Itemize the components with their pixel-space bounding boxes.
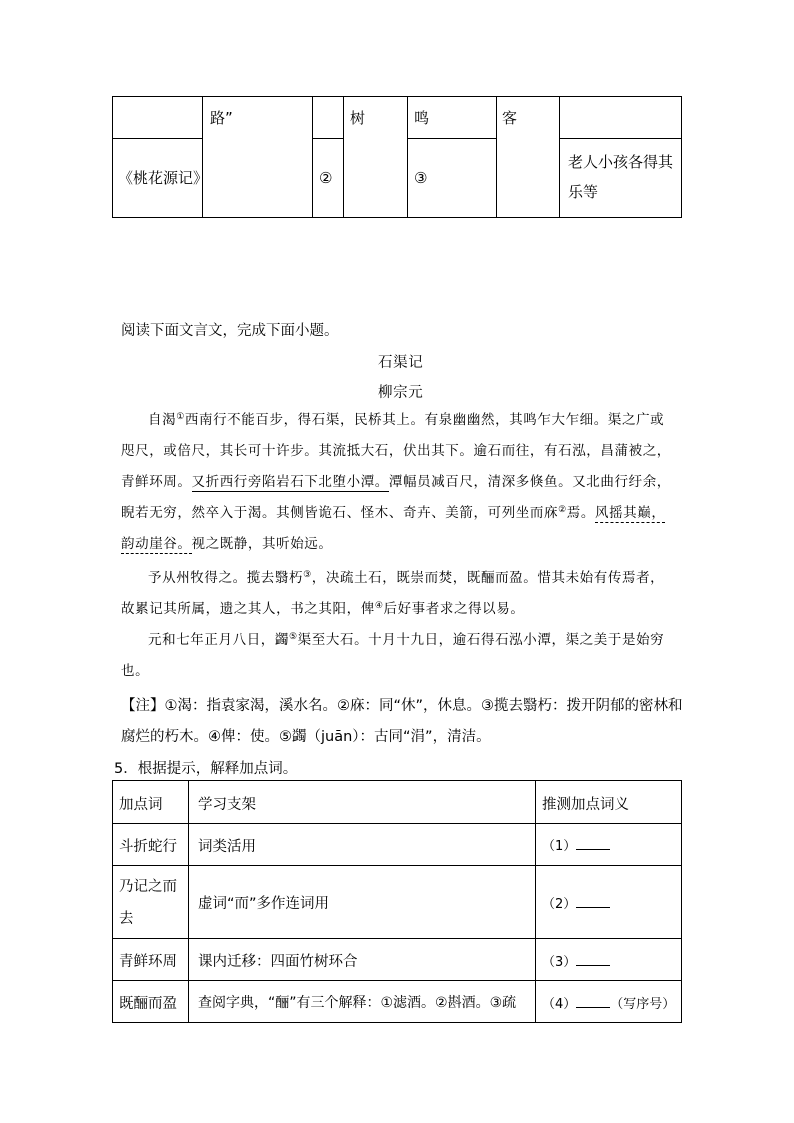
passage-author: 柳宗元	[378, 385, 424, 401]
note-marker-4: ④	[374, 601, 384, 611]
table-border	[112, 96, 682, 97]
cell-peach-blossom: 《桃花源记》	[118, 169, 209, 187]
row2-answer-label: （2）	[542, 897, 577, 912]
table-col-divider	[202, 96, 203, 218]
note-marker-1: ①	[176, 412, 185, 422]
cell-blank-3: ③	[414, 169, 428, 187]
cell-road-quote: 路”	[210, 109, 233, 127]
header-hint: 学习支架	[198, 797, 256, 813]
instruction: 阅读下面文言文，完成下面小题。	[121, 323, 339, 339]
table-row-divider	[112, 865, 682, 866]
answer-table	[112, 780, 682, 1023]
dashed-sentence: 风摇其巅，韵动崖谷。	[121, 505, 666, 552]
table-row-divider	[112, 138, 202, 139]
row2-word-line1: 乃记之而	[119, 879, 177, 895]
note-marker-2: ②	[558, 505, 567, 515]
row2-word-line2: 去	[119, 911, 134, 927]
answer-blank-1[interactable]	[576, 839, 610, 850]
table-border	[112, 1022, 682, 1023]
cell-elders-children-1: 老人小孩各得其	[568, 153, 674, 171]
note-marker-5: ⑤	[289, 632, 298, 642]
p3-text-a: 元和七年正月八日，蠲	[148, 632, 289, 648]
p2-text-c: 后好事者求之得以易。	[383, 601, 525, 617]
p2-text-a: 予从州牧得之。揽去翳朽	[148, 570, 304, 586]
row3-answer	[542, 951, 610, 970]
table-row-divider	[112, 938, 682, 939]
paragraph-2	[121, 563, 671, 625]
table-col-divider	[407, 96, 408, 218]
answer-blank-4[interactable]	[576, 997, 610, 1008]
table-row-divider	[407, 138, 496, 139]
table-col-divider	[188, 780, 189, 1023]
row1-hint: 词类活用	[198, 839, 256, 855]
row3-hint: 课内迁移：四面竹树环合	[198, 954, 358, 970]
paragraph-1	[121, 405, 671, 560]
row4-answer-suffix: （写序号）	[610, 997, 676, 1012]
note-marker-3: ③	[303, 570, 312, 580]
cell-guest: 客	[502, 109, 518, 127]
table-border	[681, 780, 682, 1023]
row1-answer	[542, 835, 610, 854]
cell-elders-children-2: 乐等	[568, 183, 599, 201]
row4-word: 既酾而盈	[119, 996, 177, 1012]
table-border	[112, 217, 682, 218]
row3-word: 青鲜环周	[119, 954, 177, 970]
underlined-sentence: 又折西行旁陷岩石下北堕小潭。	[191, 474, 389, 490]
table-col-divider	[343, 96, 344, 218]
cell-sound: 鸣	[414, 109, 430, 127]
row1-word: 斗折蛇行	[119, 839, 177, 855]
table-col-divider	[535, 780, 536, 1023]
cell-tree: 树	[350, 109, 366, 127]
answer-blank-3[interactable]	[576, 955, 610, 966]
table-border	[681, 96, 682, 218]
p3-text-b: 渠至大石。十月十九日，逾石得石泓小潭，渠之美于是始穷也。	[121, 632, 665, 679]
table-row-divider	[559, 138, 682, 139]
p1-text-c: 潭幅员减百尺，清深多倏鱼。又北曲行纡余，睨若无穷，然卒入于渴。其侧皆诡石、怪木、奇卉、美箭，可列坐而庥	[121, 474, 671, 521]
header-word: 加点词	[119, 797, 163, 813]
top-table	[112, 96, 682, 218]
row4-answer	[542, 993, 675, 1012]
table-row-divider	[112, 823, 682, 824]
notes-line-2: 腐烂的朽木。④俾：使。⑤蠲（juān）：古同“涓”，清洁。	[121, 729, 491, 745]
table-border	[112, 780, 113, 1023]
cell-blank-2: ②	[319, 169, 333, 187]
row1-answer-label: （1）	[542, 839, 577, 854]
p2-text-b: ，决疏土石，既崇而焚，既酾而盈。惜其未始有传焉者，故累记其所属，遗之其人，书之其阳，俾	[121, 570, 665, 617]
question-prompt: 5．根据提示，解释加点词。	[114, 761, 298, 777]
notes-line-1: 【注】①渴：指袁家渴，溪水名。②庥：同“休”，休息。③揽去翳朽：拨开阴郁的密林和	[121, 698, 683, 714]
row4-answer-label: （4）	[542, 997, 577, 1012]
table-col-divider	[496, 96, 497, 218]
table-row-divider	[112, 980, 682, 981]
answer-blank-2[interactable]	[576, 897, 610, 908]
table-col-divider	[559, 96, 560, 218]
p1-text-b: 西南行不能百步，得石渠，民桥其上。有泉幽幽然，其鸣乍大乍细。渠之广或咫尺，或倍尺，其长可十许步。其流抵大石，伏出其下。逾石而往，有石泓，昌蒲被之，青鲜环周。	[121, 412, 671, 490]
p1-text-d: 焉。	[566, 505, 595, 521]
p1-text-a: 自渴	[148, 412, 177, 428]
row4-hint: 查阅字典，“酾”有三个解释：①滤酒。②斟酒。③疏	[198, 995, 517, 1011]
table-border	[112, 96, 113, 218]
row3-answer-label: （3）	[542, 955, 577, 970]
paragraph-3	[121, 625, 671, 687]
table-border	[112, 780, 682, 781]
passage-title: 石渠记	[378, 355, 424, 371]
p1-text-e: 视之既静，其听始远。	[191, 536, 333, 552]
table-col-divider	[312, 96, 313, 218]
row2-answer	[542, 893, 610, 912]
table-row-divider	[312, 138, 343, 139]
row2-hint: 虚词“而”多作连词用	[198, 896, 330, 912]
header-meaning: 推测加点词义	[542, 797, 629, 813]
